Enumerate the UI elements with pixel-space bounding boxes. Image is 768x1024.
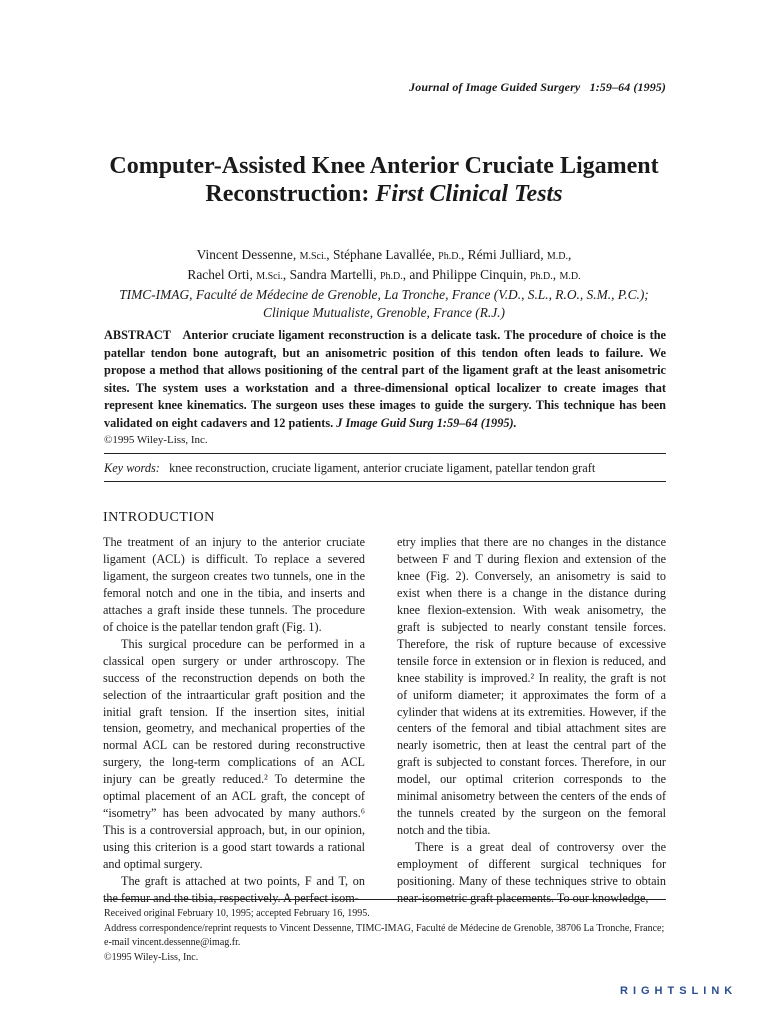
keywords-bottom-rule bbox=[104, 481, 666, 482]
keywords-text: knee reconstruction, cruciate ligament, anterior cruciate ligament, patellar tendon graft bbox=[169, 461, 596, 475]
journal-citation: 1:59–64 (1995) bbox=[589, 80, 666, 94]
affiliation-2: Clinique Mutualiste, Grenoble, France (R.J.) bbox=[263, 305, 505, 320]
keywords bbox=[104, 461, 666, 476]
abstract bbox=[104, 327, 666, 450]
authors-line-2: Rachel Orti, M.Sci., Sandra Martelli, Ph.D., and Philippe Cinquin, Ph.D., M.D. bbox=[187, 267, 581, 282]
abstract-citation: J Image Guid Surg 1:59–64 (1995). bbox=[336, 415, 517, 430]
title-subtitle: First Clinical Tests bbox=[375, 181, 563, 207]
keywords-label: Key words: bbox=[104, 461, 160, 475]
footer-rule bbox=[104, 899, 666, 900]
paragraph: This surgical procedure can be performed in a classical open surgery or under arthroscopy. The success of the reconstruction depends on both the selection of the intraarticular graft position and the initial graft tension. If the insertion sites, initial tension, geometry, and mechanical properties of the normal ACL can be restored during reconstructive surgery, the long-term complications of an ACL injury can be greatly reduced.² To determine the optimal placement of an ACL graft, the concept of “isometry” has been advocated by many authors.⁶ This is a controversial approach, but, in our opinion, using this criterion is a good start towards a rational and optimal surgery. bbox=[103, 636, 365, 872]
affiliation-1: TIMC-IMAG, Faculté de Médecine de Grenoble, La Tronche, France (V.D., S.L., R.O., S.M., P.C.); bbox=[119, 287, 649, 302]
left-column bbox=[103, 534, 365, 907]
authors-line-1: Vincent Dessenne, M.Sci., Stéphane Lavallée, Ph.D., Rémi Julliard, M.D., bbox=[196, 247, 572, 262]
paragraph: The treatment of an injury to the anterior cruciate ligament (ACL) is difficult. To replace a severed ligament, the surgeon creates two tunnels, one in the femoral notch and one in the tibia, and inserts and attaches a graft inside these tunnels. The procedure of choice is the patellar tendon graft (Fig. 1). bbox=[103, 535, 365, 634]
paper-title bbox=[0, 152, 768, 208]
abstract-label: ABSTRACT bbox=[104, 328, 171, 342]
journal-header bbox=[409, 80, 666, 95]
title-line-1: Computer-Assisted Knee Anterior Cruciate Ligament bbox=[109, 153, 659, 179]
paragraph: The graft is attached at two points, F and T, on the femur and the tibia, respectively. A perfect isom- bbox=[103, 874, 365, 906]
footnote bbox=[104, 907, 666, 965]
abstract-copyright: ©1995 Wiley-Liss, Inc. bbox=[104, 434, 208, 446]
paragraph: There is a great deal of controversy over the employment of different surgical techniques for positioning. Many of these techniques strive to obtain near-isometric graft placements. To our knowledge, bbox=[397, 840, 666, 906]
journal-name: Journal of Image Guided Surgery bbox=[409, 80, 581, 94]
section-heading: INTRODUCTION bbox=[103, 510, 215, 525]
author-block bbox=[0, 246, 768, 322]
paragraph: etry implies that there are no changes in the distance between F and T during flexion and extension of the knee (Fig. 2). Conversely, an anisometry is said to exist when there is a change in the distance during knee flexion-extension. With weak anisometry, the graft is subjected to nearly constant tensile forces. Therefore, the risk of rupture because of excessive tensile force in extension or in flexion is reduced, and knee stability is improved.² In reality, the graft is not of uniform diameter; it approximates the form of a cylinder that widens at its extremities. However, if the centers of the femoral and tibial attachment sites are nearly isometric, then at least the central part of the graft is subjected to constant forces. Therefore, in our model, our optimal criterion corresponds to the minimal anisometry between the centers of the ends of the tunnels created by the surgeon on the femoral notch and the tibia. bbox=[397, 535, 666, 838]
correspondence-address: Address correspondence/reprint requests to Vincent Dessenne, TIMC-IMAG, Faculté de Médecine de Grenoble, 38706 La Tronche, France; e-mail vincent.dessenne@imag.fr. bbox=[104, 922, 665, 948]
keywords-top-rule bbox=[104, 453, 666, 454]
right-column bbox=[397, 534, 666, 907]
title-line-2: Reconstruction: First Clinical Tests bbox=[205, 181, 563, 207]
footer-copyright: ©1995 Wiley-Liss, Inc. bbox=[104, 951, 199, 963]
abstract-text: Anterior cruciate ligament reconstruction is a delicate task. The procedure of choice is the patellar tendon bone autograft, but an anisometric position of this tendon often leads to failure. We propose a method that allows positioning of the central part of the ligament graft at the least anisometric sites. The system uses a workstation and a three-dimensional optical localizer to create images that represent knee kinematics. The surgeon uses these images to guide the surgery. This technique has been validated on eight cadavers and 12 patients. bbox=[104, 328, 666, 430]
received-dates: Received original February 10, 1995; accepted February 16, 1995. bbox=[104, 908, 370, 919]
rightslink-text: RIGHTSLINK bbox=[620, 985, 738, 997]
rightslink-logo bbox=[620, 985, 737, 997]
